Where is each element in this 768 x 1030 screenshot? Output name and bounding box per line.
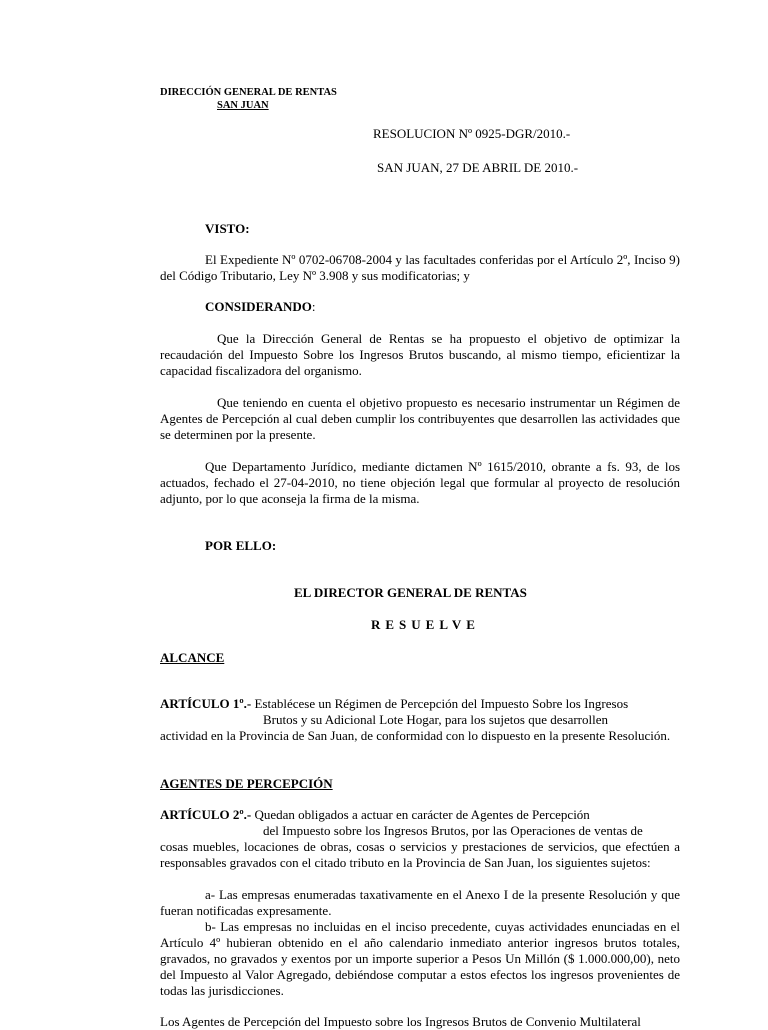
- visto-paragraph: El Expediente Nº 0702-06708-2004 y las facultades conferidas por el Artículo 2º, Inciso 9) del Código Tributario, Ley Nº 3.908 y sus modificatorias; y: [160, 252, 680, 283]
- article-2-rest: cosas muebles, locaciones de obras, cosas o servicios y prestaciones de servicios, que efectúen a responsables gravados con el citado tributo en la Provincia de San Juan, los siguientes sujetos:: [160, 839, 680, 870]
- considerando-colon: :: [311, 299, 316, 314]
- article-1-first-line: [160, 696, 628, 712]
- visto-heading: VISTO:: [205, 221, 250, 236]
- considerando-paragraph-1: Que la Dirección General de Rentas se ha propuesto el objetivo de optimizar la recaudación del Impuesto Sobre los Ingresos Brutos buscando, al mismo tiempo, eficientizar la capacidad fiscalizadora del organismo.: [160, 331, 680, 378]
- considerando-paragraph-3: Que Departamento Jurídico, mediante dictamen Nº 1615/2010, obrante a fs. 93, de los actuados, fechado el 27-04-2010, no tiene objeción legal que formular al proyecto de resolución adjunto, por lo que aconseja la firma de la misma.: [160, 459, 680, 506]
- article-2-item-a: a- Las empresas enumeradas taxativamente en el Anexo I de la presente Resolución y que fueran notificadas expresamente.: [160, 887, 680, 918]
- header-city: SAN JUAN: [217, 100, 269, 111]
- article-2-label: ARTÍCULO 2º.-: [160, 807, 252, 822]
- alcance-heading: ALCANCE: [160, 650, 225, 665]
- considerando-label: CONSIDERANDO: [205, 299, 312, 314]
- considerando-paragraph-2: Que teniendo en cuenta el objetivo propuesto es necesario instrumentar un Régimen de Agentes de Percepción al cual deben cumplir los contribuyentes que desarrollen las actividades que se determinen por la presente.: [160, 395, 680, 442]
- article-1-rest: actividad en la Provincia de San Juan, de conformidad con lo dispuesto en la presente Resolución.: [160, 728, 671, 743]
- article-2-second-line: del Impuesto sobre los Ingresos Brutos, por las Operaciones de ventas de: [263, 823, 643, 838]
- resuelve-heading: RESUELVE: [371, 617, 480, 632]
- considerando-heading: [205, 299, 316, 315]
- article-2-first-line: [160, 807, 590, 823]
- por-ello-heading: POR ELLO:: [205, 538, 277, 553]
- article-2-continuation: Los Agentes de Percepción del Impuesto sobre los Ingresos Brutos de Convenio Multilateral: [160, 1014, 641, 1029]
- article-1-second-line: Brutos y su Adicional Lote Hogar, para los sujetos que desarrollen: [263, 712, 608, 727]
- article-2-first-text: Quedan obligados a actuar en carácter de Agentes de Percepción: [254, 807, 590, 822]
- resolution-date: SAN JUAN, 27 DE ABRIL DE 2010.-: [377, 160, 579, 175]
- resolution-number: RESOLUCION Nº 0925-DGR/2010.-: [373, 126, 571, 141]
- agentes-heading: AGENTES DE PERCEPCIÓN: [160, 776, 333, 791]
- article-1-first-text: Establécese un Régimen de Percepción del Impuesto Sobre los Ingresos: [254, 696, 629, 711]
- header-org: DIRECCIÓN GENERAL DE RENTAS: [160, 87, 337, 98]
- article-1-label: ARTÍCULO 1º.-: [160, 696, 252, 711]
- director-heading: EL DIRECTOR GENERAL DE RENTAS: [294, 585, 527, 600]
- article-2-item-b: b- Las empresas no incluidas en el inciso precedente, cuyas actividades enunciadas en el Artículo 4º hubieran obtenido en el año calendario inmediato anterior ingresos brutos totales, gravados, no gravados y exentos por un importe superior a Pesos Un Millón ($ 1.000.000,00), neto del Impuesto al Valor Agregado, debiéndose computar a estos efectos los ingresos provenientes de todas las jurisdicciones.: [160, 919, 680, 998]
